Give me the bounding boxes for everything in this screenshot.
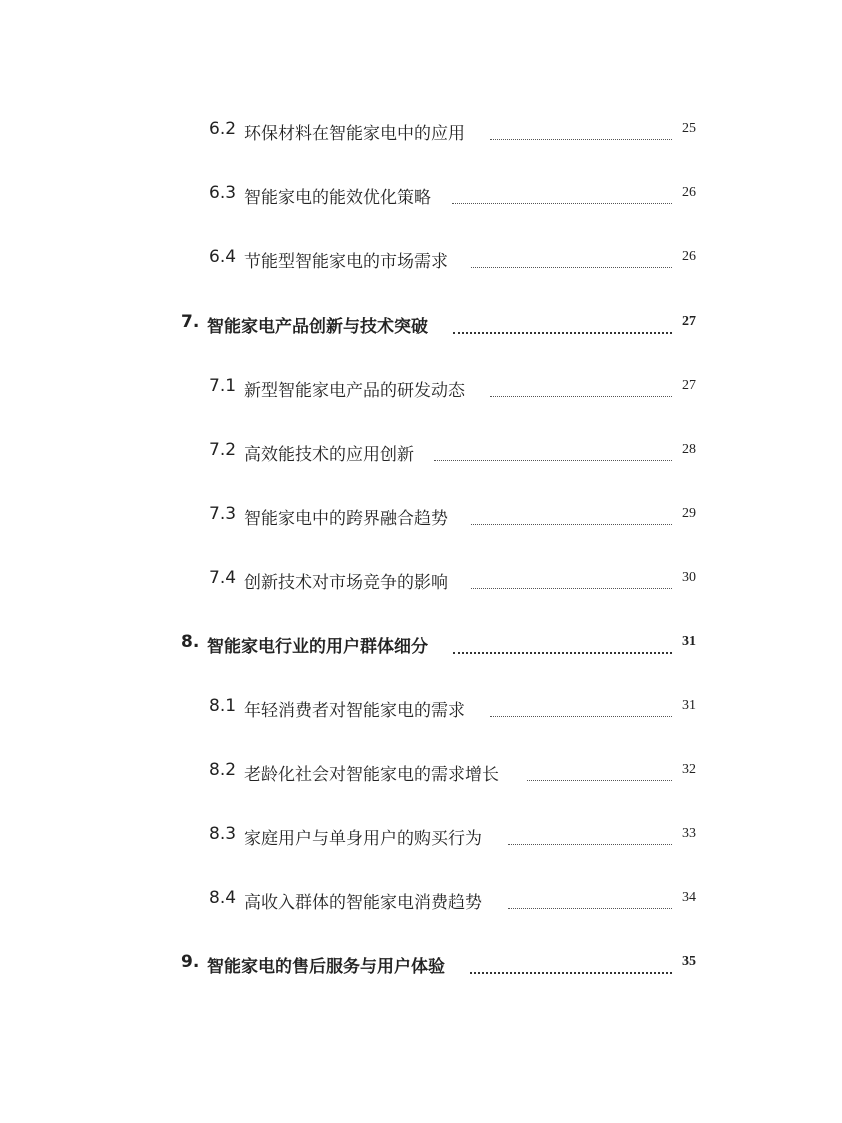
toc-entry-number: 6.2 xyxy=(209,119,237,139)
toc-entry-title: 环保材料在智能家电中的应用 xyxy=(244,124,465,144)
toc-entry-number: 7.1 xyxy=(209,376,237,396)
toc-entry-page: 26 xyxy=(682,249,696,264)
toc-entry-title: 家庭用户与单身用户的购买行为 xyxy=(244,829,482,849)
dot-leader xyxy=(452,183,672,204)
toc-entry-6-2[interactable] xyxy=(0,119,842,143)
toc-entry-number: 7.2 xyxy=(209,440,237,460)
toc-entry-page: 32 xyxy=(682,762,696,777)
toc-entry-number: 7.4 xyxy=(209,568,237,588)
toc-entry-page: 27 xyxy=(682,378,696,393)
toc-entry-8-4[interactable] xyxy=(0,888,842,912)
toc-entry-number: 8.4 xyxy=(209,888,237,908)
toc-entry-8-3[interactable] xyxy=(0,824,842,848)
toc-entry-page: 33 xyxy=(682,826,696,841)
toc-entry-title: 老龄化社会对智能家电的需求增长 xyxy=(244,765,499,785)
toc-entry-7-4[interactable] xyxy=(0,568,842,592)
toc-entry-title: 年轻消费者对智能家电的需求 xyxy=(244,701,465,721)
toc-entry-page: 26 xyxy=(682,185,696,200)
toc-entry-7-3[interactable] xyxy=(0,504,842,528)
dot-leader xyxy=(453,312,672,334)
toc-entry-title: 高效能技术的应用创新 xyxy=(244,445,414,465)
toc-entry-number: 8. xyxy=(181,632,200,652)
dot-leader xyxy=(490,376,672,397)
toc-entry-title: 新型智能家电产品的研发动态 xyxy=(244,381,465,401)
toc-entry-8-1[interactable] xyxy=(0,696,842,720)
toc-entry-title: 创新技术对市场竞争的影响 xyxy=(244,573,448,593)
toc-entry-page: 28 xyxy=(682,442,696,457)
toc-entry-chapter-9[interactable] xyxy=(0,952,842,976)
dot-leader xyxy=(434,440,672,461)
toc-entry-page: 31 xyxy=(682,634,696,649)
toc-entry-number: 6.3 xyxy=(209,183,237,203)
toc-entry-7-2[interactable] xyxy=(0,440,842,464)
toc-entry-number: 7.3 xyxy=(209,504,237,524)
toc-entry-number: 8.3 xyxy=(209,824,237,844)
toc-entry-chapter-8[interactable] xyxy=(0,632,842,656)
toc-entry-6-4[interactable] xyxy=(0,247,842,271)
dot-leader xyxy=(508,888,672,909)
toc-entry-title: 智能家电的售后服务与用户体验 xyxy=(207,957,445,977)
toc-entry-chapter-7[interactable] xyxy=(0,312,842,336)
toc-entry-title: 高收入群体的智能家电消费趋势 xyxy=(244,893,482,913)
toc-entry-number: 9. xyxy=(181,952,200,972)
dot-leader xyxy=(471,247,672,268)
toc-entry-number: 8.2 xyxy=(209,760,237,780)
toc-entry-title: 智能家电行业的用户群体细分 xyxy=(207,637,428,657)
toc-entry-7-1[interactable] xyxy=(0,376,842,400)
toc-entry-page: 34 xyxy=(682,890,696,905)
dot-leader xyxy=(508,824,672,845)
dot-leader xyxy=(453,632,672,654)
dot-leader xyxy=(490,696,672,717)
toc-entry-page: 35 xyxy=(682,954,696,969)
toc-entry-page: 27 xyxy=(682,314,696,329)
toc-entry-8-2[interactable] xyxy=(0,760,842,784)
toc-entry-page: 25 xyxy=(682,121,696,136)
toc-entry-number: 8.1 xyxy=(209,696,237,716)
dot-leader xyxy=(471,504,672,525)
toc-entry-title: 智能家电产品创新与技术突破 xyxy=(207,317,428,337)
dot-leader xyxy=(490,119,672,140)
toc-entry-page: 30 xyxy=(682,570,696,585)
toc-entry-number: 7. xyxy=(181,312,200,332)
toc-entry-title: 智能家电中的跨界融合趋势 xyxy=(244,509,448,529)
dot-leader xyxy=(471,568,672,589)
toc-entry-title: 智能家电的能效优化策略 xyxy=(244,188,431,208)
toc-entry-page: 31 xyxy=(682,698,696,713)
toc-entry-6-3[interactable] xyxy=(0,183,842,207)
dot-leader xyxy=(527,760,672,781)
toc-entry-page: 29 xyxy=(682,506,696,521)
dot-leader xyxy=(470,952,672,974)
toc-entry-number: 6.4 xyxy=(209,247,237,267)
toc-entry-title: 节能型智能家电的市场需求 xyxy=(244,252,448,272)
